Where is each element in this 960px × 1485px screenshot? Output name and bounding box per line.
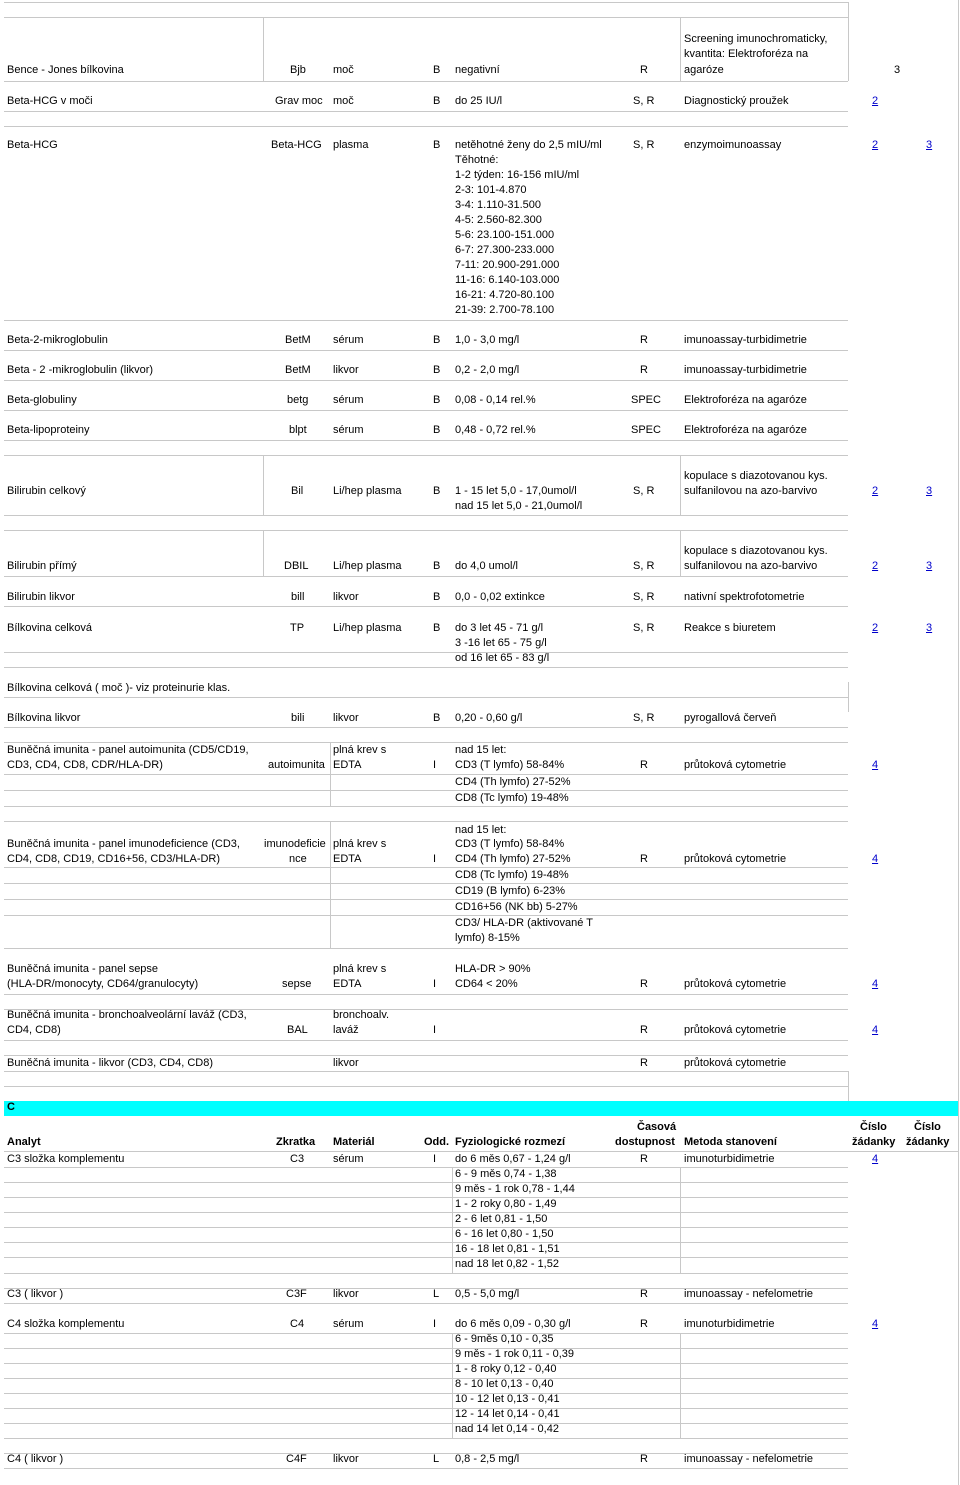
grid-line [848, 1071, 849, 1101]
cell-metoda: Diagnostický proužek [684, 95, 789, 107]
cell-fyz: 6 - 16 let 0,80 - 1,50 [455, 1228, 554, 1240]
cell-fyz: 1-2 týden: 16-156 mIU/ml [455, 169, 580, 181]
cell-analyt: Beta-HCG v moči [7, 95, 93, 107]
cell-analyt: Bílkovina celková [7, 622, 92, 634]
col-header-dost: Časová [637, 1121, 677, 1133]
cell-material: plná krev s [333, 838, 387, 850]
cell-dost: R [640, 978, 648, 990]
cell-material: EDTA [333, 759, 362, 771]
col-header-metoda: Metoda stanovení [684, 1136, 777, 1148]
col-header-cislo: žádanky [906, 1136, 950, 1148]
cell-analyt: Beta-HCG [7, 139, 58, 151]
cell-dost: R [640, 1453, 648, 1465]
cell-cislo2: 3 [894, 64, 901, 76]
cell-fyz: 0,2 - 2,0 mg/l [455, 364, 520, 376]
cell-dost: R [640, 759, 648, 771]
cell-metoda: enzymoimunoassay [684, 139, 782, 151]
grid-line [4, 1071, 848, 1072]
cell-dost: S, R [633, 622, 655, 634]
section-band [4, 1101, 958, 1116]
zadanka-link[interactable]: 3 [926, 622, 933, 634]
cell-material: likvor [333, 364, 359, 376]
cell-zkratka: Bil [291, 485, 304, 497]
cell-analyt: Bilirubin celkový [7, 485, 86, 497]
cell-zkratka: C4F [286, 1453, 307, 1465]
cell-odd: B [433, 485, 441, 497]
grid-line [4, 576, 848, 577]
cell-fyz: 7-11: 20.900-291.000 [455, 259, 560, 271]
grid-line [4, 790, 848, 791]
cell-fyz: do 25 IU/l [455, 95, 503, 107]
grid-line [4, 1438, 848, 1439]
grid-line [4, 1273, 848, 1274]
cell-fyz: 21-39: 2.700-78.100 [455, 304, 555, 316]
grid-line [4, 1257, 848, 1258]
grid-line [4, 126, 848, 127]
cell-analyt: C4 ( likvor ) [7, 1453, 64, 1465]
cell-odd: I [433, 978, 437, 990]
grid-line [452, 1167, 453, 1273]
cell-fyz: CD3 (T lymfo) 58-84% [455, 759, 565, 771]
cell-fyz: 10 - 12 let 0,13 - 0,41 [455, 1393, 560, 1405]
grid-line [4, 380, 848, 381]
zadanka-link[interactable]: 4 [872, 1153, 879, 1165]
cell-metoda: imunoturbidimetrie [684, 1153, 775, 1165]
grid-line [680, 455, 681, 515]
cell-analyt: Buněčná imunita - bronchoalveolární laváž (CD3, [7, 1009, 247, 1021]
cell-odd: L [433, 1288, 440, 1300]
cell-fyz: 6 - 9 měs 0,74 - 1,38 [455, 1168, 557, 1180]
cell-analyt: C3 složka komplementu [7, 1153, 125, 1165]
cell-analyt: CD3, CD4, CD8, CDR/HLA-DR) [7, 759, 163, 771]
zadanka-link[interactable]: 3 [926, 560, 933, 572]
cell-fyz: lymfo) 8-15% [455, 932, 520, 944]
grid-line [4, 915, 848, 916]
cell-zkratka: C3 [290, 1153, 305, 1165]
grid-line [4, 1151, 958, 1152]
cell-analyt: C3 ( likvor ) [7, 1288, 64, 1300]
col-header-fyz: Fyziologické rozmezí [455, 1136, 566, 1148]
cell-fyz: 8 - 10 let 0,13 - 0,40 [455, 1378, 554, 1390]
grid-line [4, 1227, 848, 1228]
grid-line [4, 320, 848, 321]
cell-dost: SPEC [631, 394, 661, 406]
cell-odd: B [433, 560, 441, 572]
cell-fyz: 4-5: 2.560-82.300 [455, 214, 542, 226]
cell-odd: B [433, 364, 441, 376]
cell-zkratka: Bjb [290, 64, 306, 76]
cell-analyt: CD4, CD8) [7, 1024, 61, 1036]
grid-line [4, 742, 848, 743]
grid-line [4, 1303, 848, 1304]
cell-fyz: nad 18 let 0,82 - 1,52 [455, 1258, 559, 1270]
cell-fyz: 2-3: 101-4.870 [455, 184, 527, 196]
cell-analyt: C4 složka komplementu [7, 1318, 125, 1330]
grid-line [4, 1423, 848, 1424]
col-header-dost: dostupnost [615, 1136, 675, 1148]
grid-line [680, 1167, 681, 1273]
zadanka-link[interactable]: 2 [872, 560, 879, 572]
cell-material: EDTA [333, 853, 362, 865]
cell-dost: R [640, 364, 648, 376]
grid-line [4, 410, 848, 411]
grid-line [263, 17, 264, 81]
cell-dost: S, R [633, 95, 655, 107]
cell-material: sérum [333, 1153, 364, 1165]
cell-fyz: nad 15 let: [455, 824, 507, 836]
cell-dost: R [640, 64, 648, 76]
cell-fyz: 0,20 - 0,60 g/l [455, 712, 523, 724]
cell-material: EDTA [333, 978, 362, 990]
cell-material: Li/hep plasma [333, 560, 402, 572]
cell-analyt: Beta-lipoproteiny [7, 424, 90, 436]
cell-dost: R [640, 1288, 648, 1300]
grid-line [4, 1086, 848, 1087]
grid-line [4, 1408, 848, 1409]
cell-fyz: 16 - 18 let 0,81 - 1,51 [455, 1243, 560, 1255]
cell-fyz: 5-6: 23.100-151.000 [455, 229, 555, 241]
cell-fyz: 2 - 6 let 0,81 - 1,50 [455, 1213, 548, 1225]
zadanka-link[interactable]: 4 [872, 853, 879, 865]
cell-analyt: Bilirubin likvor [7, 591, 75, 603]
cell-odd: I [433, 759, 437, 771]
cell-odd: B [433, 95, 441, 107]
grid-line [4, 883, 848, 884]
cell-fyz: CD4 (Th lymfo) 27-52% [455, 776, 571, 788]
grid-line [4, 948, 848, 949]
cell-zkratka: BetM [285, 334, 311, 346]
grid-line [4, 1363, 848, 1364]
col-header-odd: Odd. [424, 1136, 450, 1148]
cell-fyz: CD8 (Tc lymfo) 19-48% [455, 792, 569, 804]
cell-analyt: Beta-globuliny [7, 394, 77, 406]
cell-metoda: nativní spektrofotometrie [684, 591, 805, 603]
cell-fyz: 11-16: 6.140-103.000 [455, 274, 560, 286]
cell-dost: R [640, 1057, 648, 1069]
cell-material: plná krev s [333, 744, 387, 756]
cell-metoda: imunoassay - nefelometrie [684, 1453, 814, 1465]
grid-line [4, 1167, 848, 1168]
cell-dost: S, R [633, 485, 655, 497]
cell-fyz: 3 -16 let 65 - 75 g/l [455, 637, 547, 649]
cell-zkratka: C4 [290, 1318, 305, 1330]
grid-line [4, 606, 848, 607]
col-header-cislo: Číslo [914, 1121, 941, 1133]
cell-material: Li/hep plasma [333, 485, 402, 497]
zadanka-link[interactable]: 4 [872, 759, 879, 771]
cell-fyz: 3-4: 1.110-31.500 [455, 199, 542, 211]
cell-metoda: imunoturbidimetrie [684, 1318, 775, 1330]
cell-metoda: Elektroforéza na agaróze [684, 394, 807, 406]
cell-zkratka: autoimunita [268, 759, 325, 771]
cell-material: moč [333, 64, 354, 76]
cell-odd: B [433, 591, 441, 603]
cell-analyt: Bence - Jones bílkovina [7, 64, 124, 76]
cell-material: moč [333, 95, 354, 107]
cell-fyz: CD64 < 20% [455, 978, 518, 990]
col-header-cislo: žádanky [852, 1136, 896, 1148]
cell-analyt: Buněčná imunita - panel sepse [7, 963, 159, 975]
grid-line [4, 652, 848, 653]
cell-fyz: CD16+56 (NK bb) 5-27% [455, 901, 578, 913]
cell-analyt: Bílkovina celková ( moč )- viz proteinurie klas. [7, 682, 231, 694]
cell-fyz: 0,48 - 0,72 rel.% [455, 424, 536, 436]
cell-material: sérum [333, 424, 364, 436]
zadanka-link[interactable]: 4 [872, 978, 879, 990]
cell-dost: R [640, 1024, 648, 1036]
grid-line [4, 899, 848, 900]
cell-fyz: 1,0 - 3,0 mg/l [455, 334, 520, 346]
cell-metoda: průtoková cytometrie [684, 978, 787, 990]
grid-line [680, 530, 681, 576]
grid-line [4, 821, 848, 822]
cell-odd: B [433, 64, 441, 76]
cell-metoda: Reakce s biuretem [684, 622, 776, 634]
grid-line [4, 455, 848, 456]
zadanka-link[interactable]: 2 [872, 95, 879, 107]
cell-fyz: do 3 let 45 - 71 g/l [455, 622, 544, 634]
cell-metoda: imunoassay - nefelometrie [684, 1288, 814, 1300]
cell-zkratka: BAL [287, 1024, 308, 1036]
cell-metoda: imunoassay-turbidimetrie [684, 364, 807, 376]
cell-material: plná krev s [333, 963, 387, 975]
zadanka-link[interactable]: 3 [926, 139, 933, 151]
cell-analyt: Beta - 2 -mikroglobulin (likvor) [7, 364, 154, 376]
cell-odd: B [433, 424, 441, 436]
cell-fyz: CD19 (B lymfo) 6-23% [455, 885, 566, 897]
cell-zkratka: BetM [285, 364, 311, 376]
cell-fyz: 6 - 9měs 0,10 - 0,35 [455, 1333, 554, 1345]
col-header-material: Materiál [333, 1136, 375, 1148]
cell-odd: B [433, 712, 441, 724]
cell-analyt: Buněčná imunita - panel autoimunita (CD5/CD19, [7, 744, 249, 756]
cell-metoda: sulfanilovou na azo-barvivo [684, 560, 818, 572]
zadanka-link[interactable]: 4 [872, 1318, 879, 1330]
cell-fyz: 0,8 - 2,5 mg/l [455, 1453, 520, 1465]
cell-odd: I [433, 1024, 437, 1036]
cell-material: likvor [333, 712, 359, 724]
cell-zkratka: blpt [289, 424, 307, 436]
cell-material: likvor [333, 1057, 359, 1069]
cell-metoda: průtoková cytometrie [684, 853, 787, 865]
grid-line [4, 1468, 848, 1469]
cell-zkratka: bill [291, 591, 305, 603]
cell-analyt: Buněčná imunita - panel imunodeficience (CD3, [7, 838, 240, 850]
cell-metoda: pyrogallová červeň [684, 712, 777, 724]
cell-zkratka: DBIL [284, 560, 309, 572]
grid-line [4, 530, 848, 531]
cell-fyz: 6-7: 27.300-233.000 [455, 244, 555, 256]
cell-analyt: CD4, CD8, CD19, CD16+56, CD3/HLA-DR) [7, 853, 221, 865]
cell-zkratka: imunodeficie [264, 838, 326, 850]
grid-line [4, 727, 848, 728]
grid-line [4, 2, 848, 3]
cell-fyz: CD3 (T lymfo) 58-84% [455, 838, 565, 850]
grid-line [680, 1333, 681, 1438]
grid-line [848, 682, 849, 712]
grid-line [4, 1393, 848, 1394]
cell-fyz: 1 - 8 roky 0,12 - 0,40 [455, 1363, 557, 1375]
cell-fyz: negativní [455, 64, 500, 76]
cell-zkratka: betg [287, 394, 309, 406]
grid-line [452, 1333, 453, 1438]
grid-line [4, 667, 848, 668]
cell-zkratka: sepse [282, 978, 312, 990]
cell-zkratka: Grav moc [275, 95, 323, 107]
frame-right-border [958, 0, 959, 1485]
grid-line [4, 1212, 848, 1213]
cell-material: sérum [333, 394, 364, 406]
grid-line [848, 2, 849, 81]
grid-line [4, 1348, 848, 1349]
cell-dost: R [640, 1318, 648, 1330]
cell-metoda: průtoková cytometrie [684, 759, 787, 771]
cell-fyz: nad 15 let 5,0 - 21,0umol/l [455, 500, 583, 512]
cell-fyz: 0,08 - 0,14 rel.% [455, 394, 536, 406]
cell-odd: B [433, 622, 441, 634]
cell-fyz: 12 - 14 let 0,14 - 0,41 [455, 1408, 560, 1420]
grid-line [4, 1040, 848, 1041]
col-header-zkratka: Zkratka [276, 1136, 316, 1148]
cell-metoda: Elektroforéza na agaróze [684, 424, 807, 436]
grid-line [263, 530, 264, 576]
cell-metoda: kopulace s diazotovanou kys. [684, 470, 828, 482]
grid-line [4, 515, 848, 516]
cell-fyz: Těhotné: [455, 154, 499, 166]
grid-line [4, 697, 848, 698]
cell-odd: I [433, 1153, 437, 1165]
grid-line [4, 111, 848, 112]
cell-dost: R [640, 334, 648, 346]
cell-analyt: Buněčná imunita - likvor (CD3, CD4, CD8) [7, 1057, 214, 1069]
cell-analyt: Bílkovina likvor [7, 712, 81, 724]
cell-material: sérum [333, 1318, 364, 1330]
cell-metoda: imunoassay-turbidimetrie [684, 334, 807, 346]
grid-line [680, 17, 681, 81]
cell-metoda: kvantita: Elektroforéza na [684, 48, 809, 60]
cell-metoda: kopulace s diazotovanou kys. [684, 545, 828, 557]
cell-fyz: CD3/ HLA-DR (aktivované T [455, 917, 593, 929]
cell-zkratka: Beta-HCG [271, 139, 322, 151]
grid-line [4, 806, 848, 807]
cell-fyz: do 4,0 umol/l [455, 560, 518, 572]
cell-fyz: 9 měs - 1 rok 0,78 - 1,44 [455, 1183, 575, 1195]
cell-zkratka: bili [291, 712, 305, 724]
grid-line [4, 440, 848, 441]
zadanka-link[interactable]: 2 [872, 139, 879, 151]
cell-fyz: od 16 let 65 - 83 g/l [455, 652, 550, 664]
cell-dost: S, R [633, 591, 655, 603]
cell-fyz: 1 - 2 roky 0,80 - 1,49 [455, 1198, 557, 1210]
grid-line [4, 774, 848, 775]
cell-material: laváž [333, 1024, 359, 1036]
cell-material: likvor [333, 1288, 359, 1300]
cell-analyt: Bilirubin přímý [7, 560, 77, 572]
cell-metoda: Screening imunochromaticky, [684, 33, 828, 45]
cell-odd: B [433, 394, 441, 406]
cell-fyz: do 6 měs 0,67 - 1,24 g/l [455, 1153, 571, 1165]
cell-dost: S, R [633, 560, 655, 572]
cell-fyz: 1 - 15 let 5,0 - 17,0umol/l [455, 485, 577, 497]
grid-line [4, 1055, 848, 1056]
col-header-analyt: Analyt [7, 1136, 41, 1148]
cell-metoda: sulfanilovou na azo-barvivo [684, 485, 818, 497]
cell-metoda: průtoková cytometrie [684, 1057, 787, 1069]
grid-line [330, 742, 331, 806]
cell-fyz: 9 měs - 1 rok 0,11 - 0,39 [455, 1348, 575, 1360]
cell-odd: I [433, 853, 437, 865]
cell-odd: L [433, 1453, 440, 1465]
grid-line [4, 81, 848, 82]
cell-fyz: netěhotné ženy do 2,5 mIU/ml [455, 139, 602, 151]
cell-material: plasma [333, 139, 369, 151]
cell-material: bronchoalv. [333, 1009, 390, 1021]
grid-line [263, 455, 264, 515]
grid-line [4, 350, 848, 351]
cell-material: likvor [333, 1453, 359, 1465]
cell-fyz: nad 14 let 0,14 - 0,42 [455, 1423, 559, 1435]
cell-fyz: HLA-DR > 90% [455, 963, 531, 975]
zadanka-link[interactable]: 2 [872, 485, 879, 497]
grid-line [4, 17, 848, 18]
zadanka-link[interactable]: 2 [872, 622, 879, 634]
cell-zkratka: nce [289, 853, 307, 865]
grid-line [4, 994, 848, 995]
cell-dost: SPEC [631, 424, 661, 436]
cell-analyt: Beta-2-mikroglobulin [7, 334, 108, 346]
cell-metoda: agaróze [684, 64, 724, 76]
cell-fyz: 0,0 - 0,02 extinkce [455, 591, 545, 603]
cell-fyz: do 6 měs 0,09 - 0,30 g/l [455, 1318, 571, 1330]
zadanka-link[interactable]: 4 [872, 1024, 879, 1036]
grid-line [4, 1242, 848, 1243]
grid-line [4, 1197, 848, 1198]
cell-analyt: (HLA-DR/monocyty, CD64/granulocyty) [7, 978, 199, 990]
cell-fyz: 0,5 - 5,0 mg/l [455, 1288, 520, 1300]
zadanka-link[interactable]: 3 [926, 485, 933, 497]
cell-fyz: nad 15 let: [455, 744, 507, 756]
cell-metoda: průtoková cytometrie [684, 1024, 787, 1036]
cell-odd: B [433, 334, 441, 346]
cell-fyz: 16-21: 4.720-80.100 [455, 289, 555, 301]
cell-zkratka: C3F [286, 1288, 307, 1300]
cell-odd: B [433, 139, 441, 151]
cell-material: sérum [333, 334, 364, 346]
cell-fyz: CD8 (Tc lymfo) 19-48% [455, 869, 569, 881]
cell-fyz: CD4 (Th lymfo) 27-52% [455, 853, 571, 865]
cell-dost: S, R [633, 712, 655, 724]
cell-dost: R [640, 1153, 648, 1165]
cell-odd: I [433, 1318, 437, 1330]
cell-dost: S, R [633, 139, 655, 151]
grid-line [4, 1182, 848, 1183]
grid-line [4, 1378, 848, 1379]
grid-line [4, 1333, 848, 1334]
grid-line [4, 867, 848, 868]
section-letter: C [7, 1101, 15, 1113]
grid-line [330, 821, 331, 948]
col-header-cislo: Číslo [860, 1121, 887, 1133]
cell-dost: R [640, 853, 648, 865]
cell-material: Li/hep plasma [333, 622, 402, 634]
cell-material: likvor [333, 591, 359, 603]
cell-zkratka: TP [290, 622, 305, 634]
